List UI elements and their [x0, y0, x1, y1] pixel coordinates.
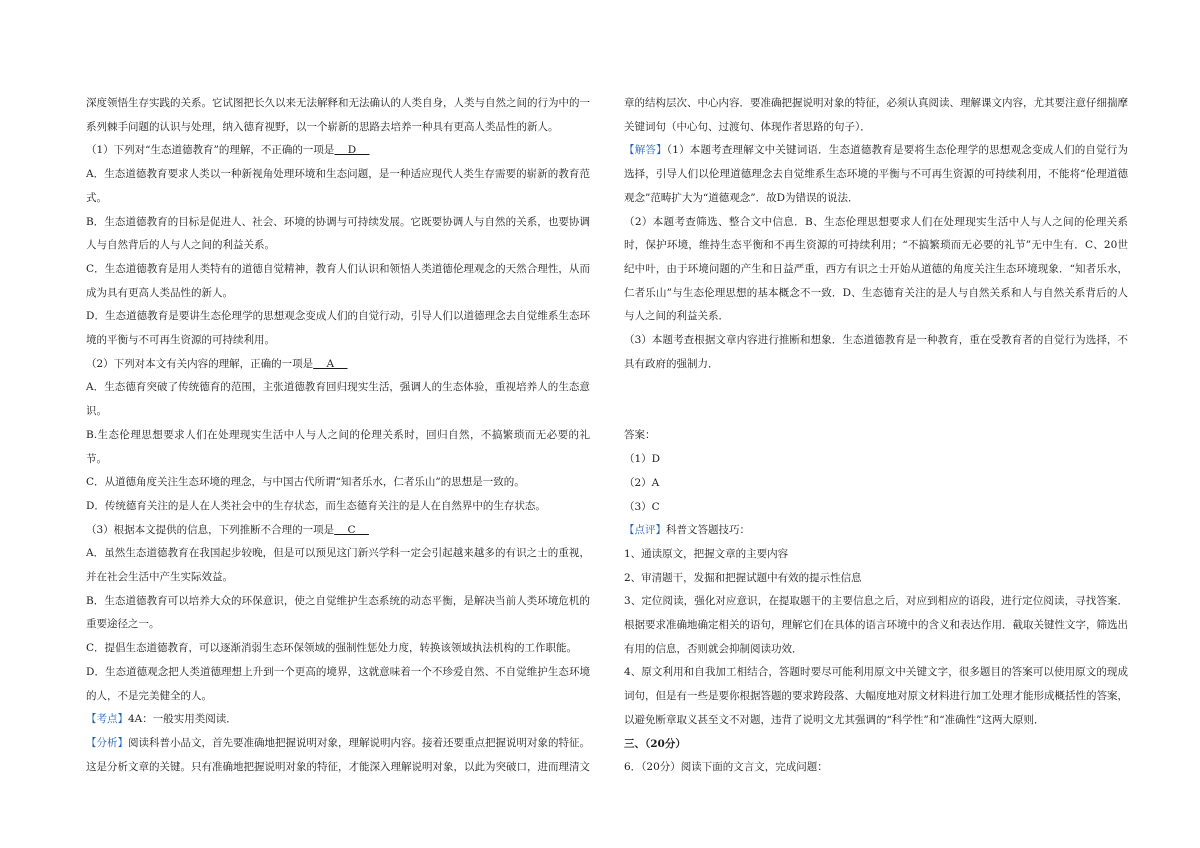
- answers-label: 答案：: [624, 429, 656, 442]
- question-2-stem: [86, 353, 590, 377]
- dianping-text: 科普文答题技巧：: [666, 524, 750, 537]
- question-1-option-d: D．生态道德教育是要讲生态伦理学的思想观念变成人们的自觉行动，引导人们以道德理念去自觉维系生态环境的平衡与不可再生资源的可持续利用。: [86, 310, 590, 347]
- jieda-part-2: （2）本题考查筛选、整合文中信息．B、生态伦理思想要求人们在处理现实生活中人与人之间的伦理关系时，保护环境，维持生态平衡和不再生资源的可持续利用；“不搞繁琐而无必要的礼节”无中生有．C、20世纪中叶，由于环境问题的产生和日益严重，西方有识之士开始从道德的角度关注生态环境现象．“知者乐水，仁者乐山”与生态伦理思想的基本概念不一致．D、生态德育关注的是人与自然关系和人与自然关系背后的人与人之间的利益关系．: [624, 215, 1128, 323]
- jieda-line: [624, 139, 1128, 210]
- spacer: [624, 376, 1128, 424]
- question-2-option-c: C．从道德角度关注生态环境的理念，与中国古代所谓“知者乐水，仁者乐山”的思想是一致的。: [86, 476, 525, 489]
- question-2-answer-blank: A: [313, 357, 348, 370]
- question-2-option-d: D．传统德育关注的是人在人类社会中的生存状态，而生态德育关注的是人在自然界中的生存状态。: [86, 499, 546, 512]
- question-3-option-d: D．生态道德观念把人类道德理想上升到一个更高的境界，这就意味着一个不珍爱自然、不自觉维护生态环境的人，不是完美健全的人。: [86, 665, 590, 702]
- answer-3: （3）C: [624, 500, 660, 513]
- question-2-option-b: B.生态伦理思想要求人们在处理现实生活中人与人之间的伦理关系时，回归自然，不搞繁琐而无必要的礼节。: [86, 428, 590, 465]
- question-6-stem: 6．（20分）阅读下面的文言文，完成问题：: [624, 761, 828, 774]
- question-3-option-a: A．虽然生态道德教育在我国起步较晚，但是可以预见这门新兴学科一定会引起越来越多的有识之士的重视，并在社会生活中产生实际效益。: [86, 547, 590, 584]
- kaodian-line: [86, 708, 590, 732]
- answer-1: （1）D: [624, 453, 661, 466]
- tip-1: 1、通读原文，把握文章的主要内容: [624, 547, 789, 560]
- question-3-answer-blank: C: [334, 523, 369, 536]
- question-1-option-b: B．生态道德教育的目标是促进人、社会、环境的协调与可持续发展。它既要协调人与自然的关系，也要协调人与自然背后的人与人之间的利益关系。: [86, 215, 590, 252]
- question-3-option-c: C．提倡生态道德教育，可以逐渐消弱生态环保领域的强制性惩处力度，转换该领域执法机构的工作职能。: [86, 642, 578, 655]
- question-3-stem: [86, 519, 590, 543]
- jieda-part-1: （1）本题考查理解文中关键词语．生态道德教育是要将生态伦理学的思想观念变成人们的自觉行为选择，引导人们以伦理道德理念去自觉维系生态环境的平衡与不可再生资源的可持续利用，不能将“伦理道德观念”范畴扩大为“道德观念”．故D为错误的说法．: [624, 144, 1129, 204]
- question-1-text: （1）下列对“生态道德教育”的理解，不正确的一项是: [86, 144, 335, 157]
- tip-3: 3、定位阅读，强化对应意识，在提取题干的主要信息之后，对应到相应的语段，进行定位阅读，寻找答案．根据要求准确地确定相关的语句，理解它们在具体的语言环境中的含义和表达作用．截取关键性文字，筛选出有用的信息，否则就会抑制阅读功效．: [624, 595, 1128, 655]
- left-column: [86, 92, 590, 779]
- answer-2: （2）A: [624, 476, 660, 489]
- analysis-continued: 章的结构层次、中心内容．要准确把握说明对象的特征，必须认真阅读、理解课文内容，尤其要注意仔细揣摩关键词句（中心句、过渡句、体现作者思路的句子）．: [624, 97, 1128, 133]
- passage-paragraph: 深度领悟生存实践的关系。它试图把长久以来无法解释和无法确认的人类自身，人类与自然之间的行为中的一系列棘手问题的认识与处理，纳入德育视野，以一个崭新的思路去培养一种具有更高人类品性的新人。: [86, 97, 590, 133]
- question-1-stem: [86, 139, 590, 163]
- question-3-text: （3）根据本文提供的信息，下列推断不合理的一项是: [86, 523, 335, 536]
- question-1-option-a: A．生态道德教育要求人类以一种新视角处理环境和生态问题，是一种适应现代人类生存需要的崭新的教育范式。: [86, 168, 590, 204]
- dianping-line: [624, 519, 1128, 543]
- question-2-text: （2）下列对本文有关内容的理解，正确的一项是: [86, 357, 314, 370]
- kaodian-tag: 【考点】: [86, 713, 128, 726]
- jieda-part-3: （3）本题考查根据文章内容进行推断和想象．生态道德教育是一种教育，重在受教育者的自觉行为选择，不具有政府的强制力．: [624, 334, 1128, 370]
- jieda-tag: 【解答】: [624, 144, 667, 157]
- tip-2: 2、审清题干，发掘和把握试题中有效的提示性信息: [624, 571, 862, 584]
- question-3-option-b: B．生态道德教育可以培养大众的环保意识，使之自觉维护生态系统的动态平衡，是解决当前人类环境危机的重要途径之一。: [86, 594, 590, 631]
- fenxi-line: [86, 732, 590, 779]
- tip-4: 4、原文利用和自我加工相结合，答题时要尽可能利用原文中关键文字，很多题目的答案可以使用原文的现成词句，但是有一些是要你根据答题的要求跨段落、大幅度地对原文材料进行加工处理才能形成概括性的答案，以避免断章取义甚至文不对题，违背了说明文尤其强调的“科学性”和“准确性”这两大原则．: [624, 666, 1128, 726]
- question-1-answer-blank: D: [334, 144, 370, 157]
- kaodian-text: 4A：一般实用类阅读．: [128, 713, 237, 726]
- dianping-tag: 【点评】: [624, 524, 666, 537]
- section-3-heading: 三、（20分）: [624, 737, 686, 750]
- question-2-option-a: A．生态德育突破了传统德育的范围，主张道德教育回归现实生活，强调人的生态体验，重视培养人的生态意识。: [86, 381, 590, 418]
- fenxi-text: 阅读科普小品文，首先要准确地把握说明对象，理解说明内容。接着还要重点把握说明对象的特征。这是分析文章的关键。只有准确地把握说明对象的特征，才能深入理解说明对象，以此为突破口，进而理清文: [86, 736, 590, 773]
- right-column: [624, 92, 1128, 780]
- fenxi-tag: 【分析】: [86, 736, 128, 749]
- question-1-option-c: C．生态道德教育是用人类特有的道德自觉精神，教育人们认识和领悟人类道德伦理观念的天然合理性，从而成为具有更高人类品性的新人。: [86, 262, 590, 299]
